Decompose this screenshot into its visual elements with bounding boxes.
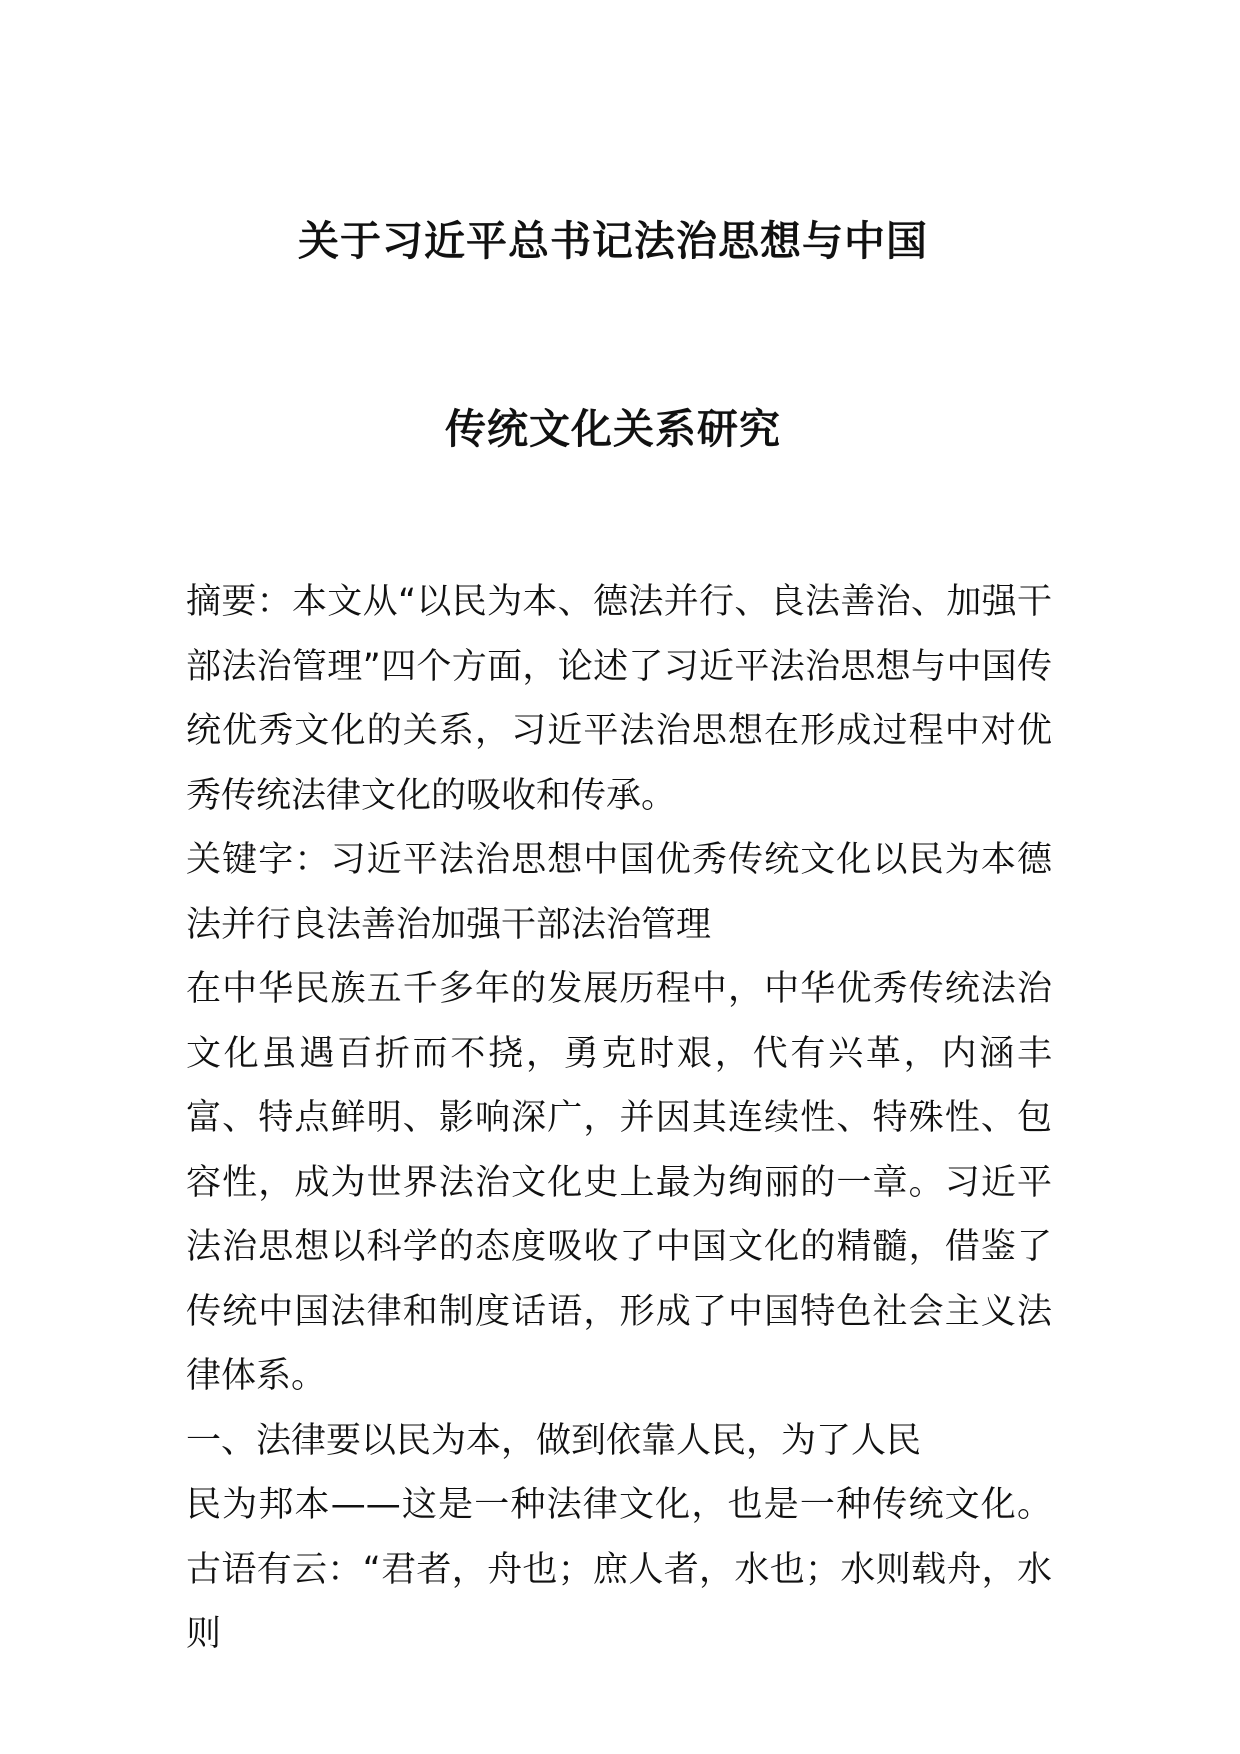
document-body [186, 570, 1052, 1667]
section-heading: 一、法律要以民为本，做到依靠人民，为了人民 [186, 1420, 922, 1461]
keywords-paragraph: 关键字：习近平法治思想中国优秀传统文化以民为本德法并行良法善治加强干部法治管理 [186, 840, 1052, 945]
intro-paragraph: 在中华民族五千多年的发展历程中，中华优秀传统法治文化虽遇百折而不挠，勇克时艰，代有兴革，内涵丰富、特点鲜明、影响深广，并因其连续性、特殊性、包容性，成为世界法治文化史上最为绚丽的一章。习近平法治思想以科学的态度吸收了中国文化的精髓，借鉴了传统中国法律和制度话语，形成了中国特色社会主义法律体系。 [186, 969, 1052, 1396]
section-paragraph: 民为邦本——这是一种法律文化，也是一种传统文化。古语有云：“君者，舟也；庶人者，水也；水则载舟，水则 [186, 1485, 1052, 1654]
abstract-paragraph: 摘要：本文从“以民为本、德法并行、良法善治、加强干部法治管理”四个方面，论述了习近平法治思想与中国传统优秀文化的关系，习近平法治思想在形成过程中对优秀传统法律文化的吸收和传承。 [186, 582, 1052, 816]
document-title-line-2: 传统文化关系研究 [445, 405, 781, 453]
document-title-line-1: 关于习近平总书记法治思想与中国 [298, 217, 928, 265]
